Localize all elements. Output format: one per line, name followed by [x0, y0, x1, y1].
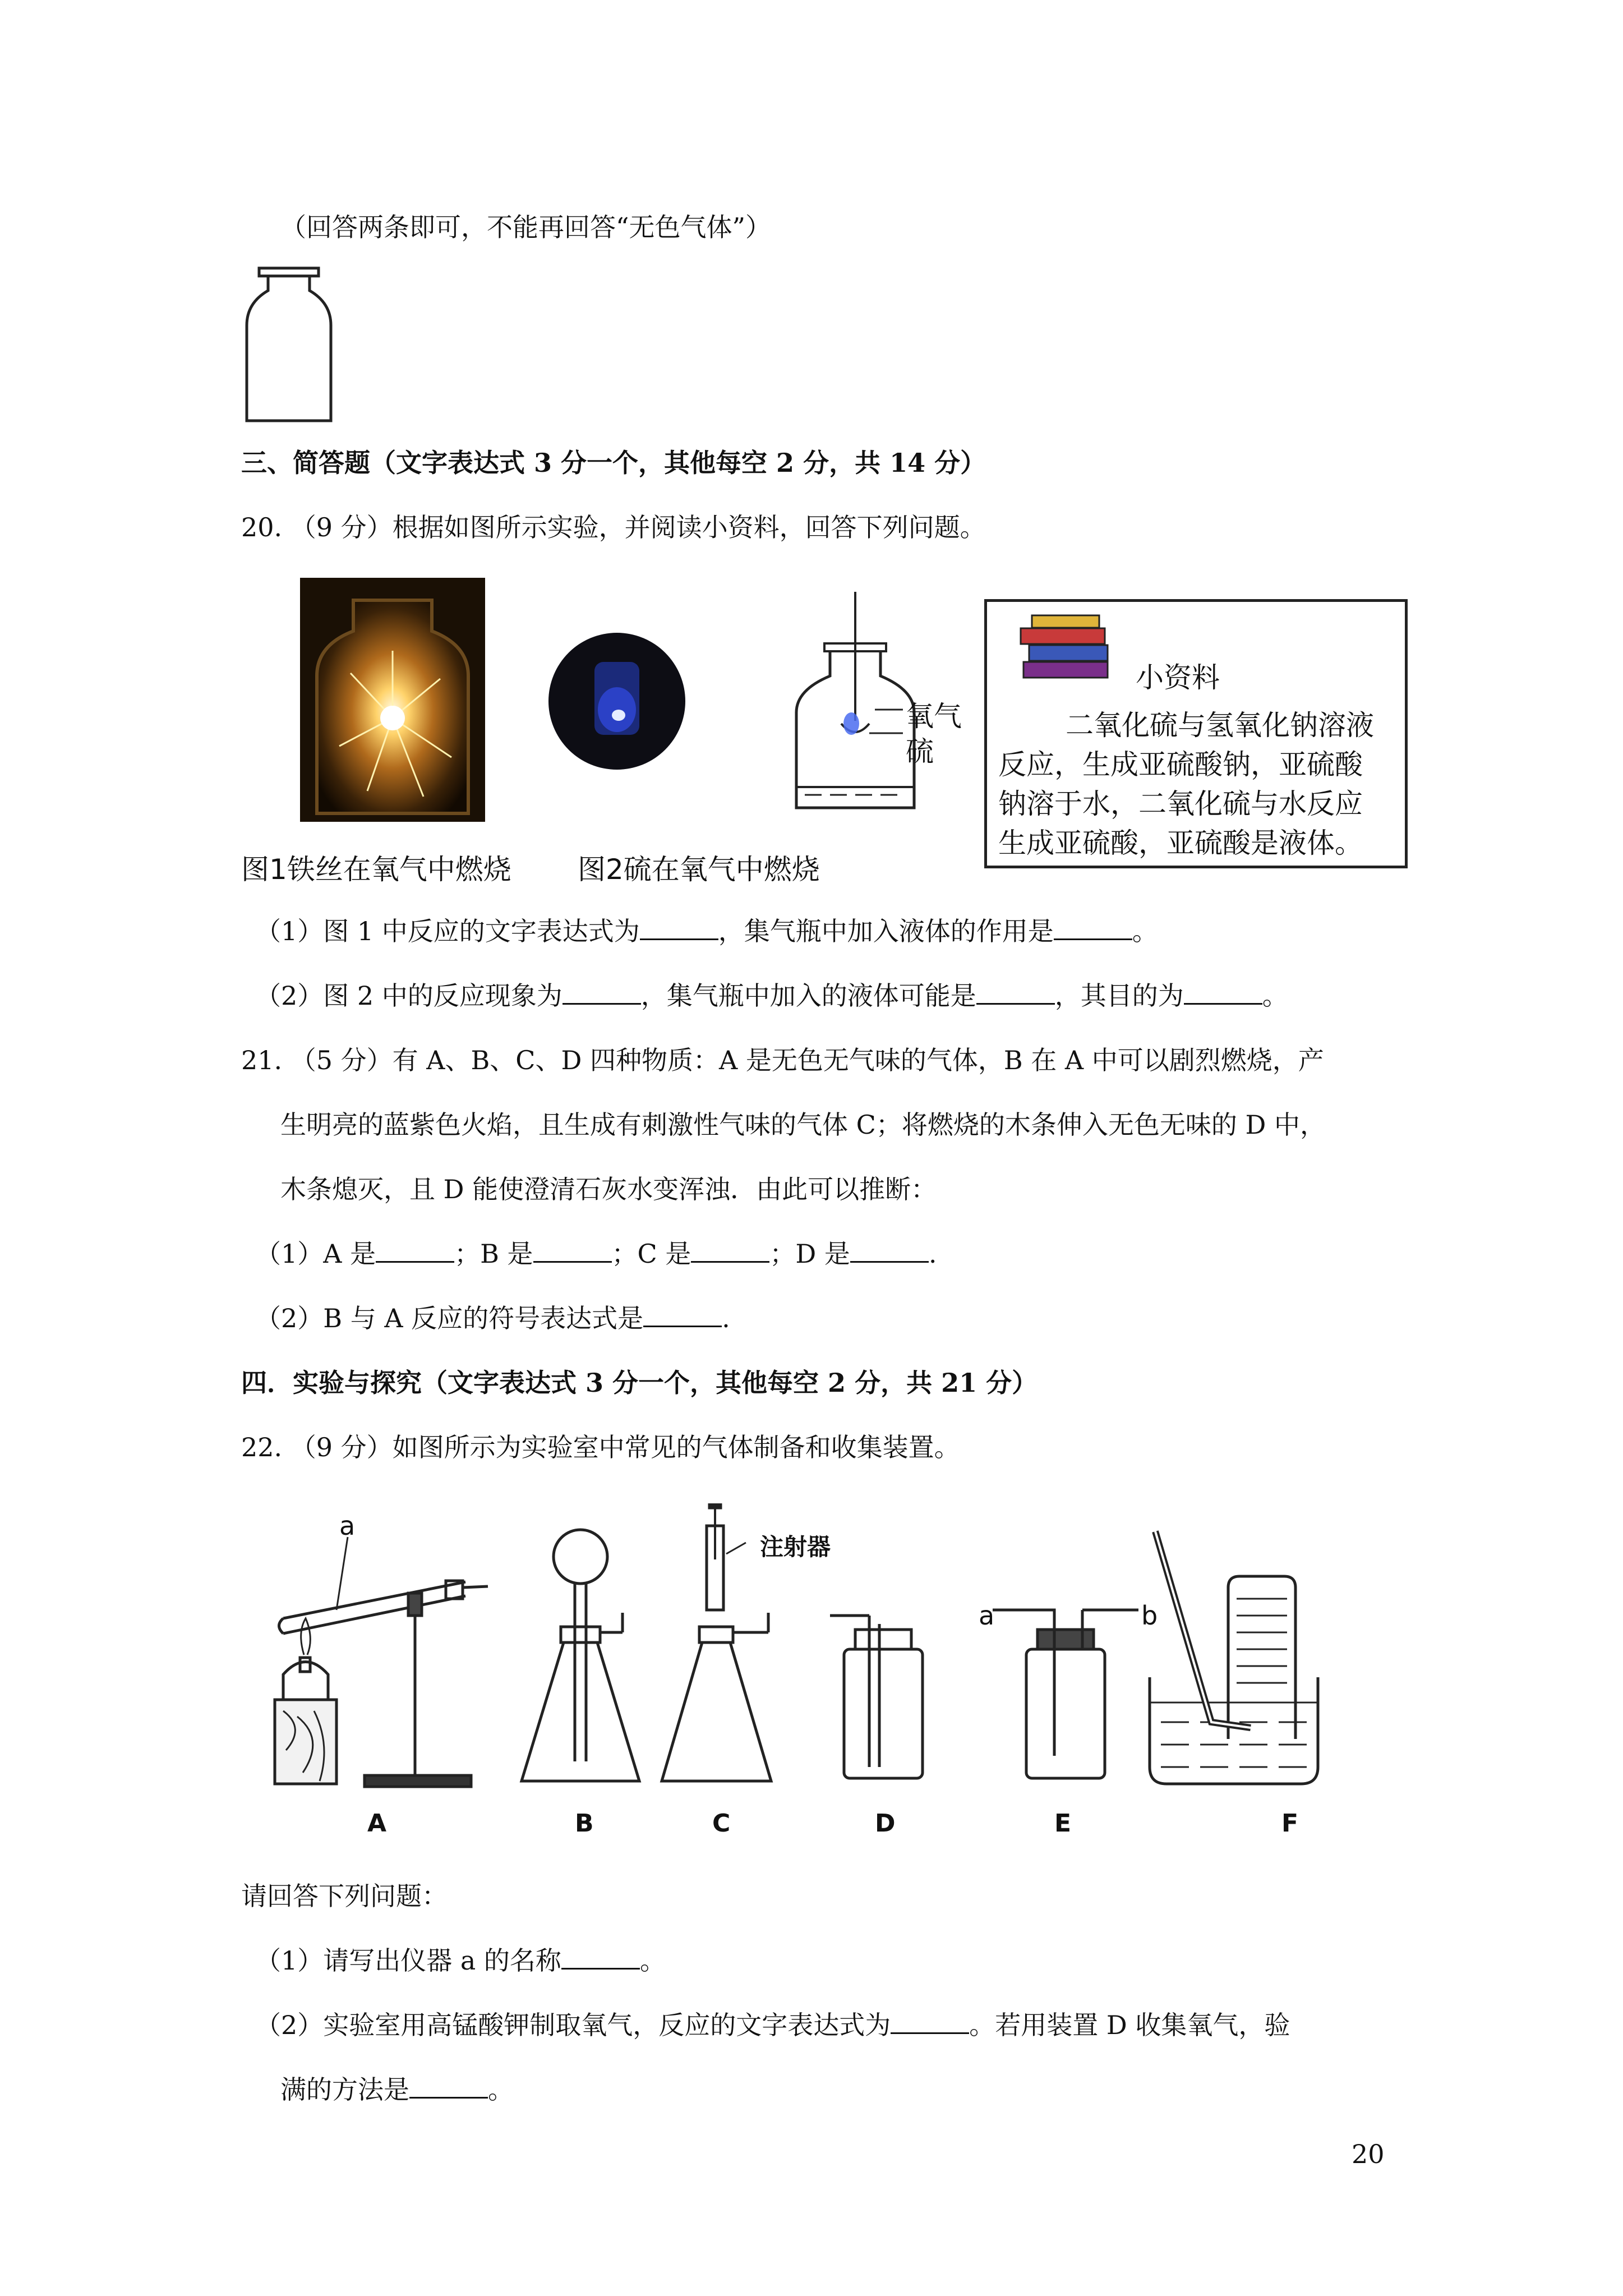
q21-sub1-text: ；B 是 [454, 1239, 533, 1269]
fig2-caption: 图2硫在氧气中燃烧 [578, 853, 820, 886]
label-oxygen: 氧气 [906, 700, 962, 733]
answer-blank[interactable] [376, 1239, 454, 1263]
info-line-3: 钠溶于水，二氧化硫与水反应 [998, 788, 1363, 820]
q22-sub2-text: 满的方法是 [280, 2074, 409, 2105]
q22-prompt: 请回答下列问题： [241, 1881, 448, 1911]
info-line-4: 生成亚硫酸，亚硫酸是液体。 [998, 827, 1363, 859]
answer-blank[interactable] [561, 1945, 640, 1970]
q22-sub1-text: 。 [639, 1945, 666, 1976]
info-line-2: 反应，生成亚硫酸钠，亚硫酸 [998, 748, 1363, 781]
q21-sub1-text: ；D 是 [769, 1239, 850, 1269]
note-line: （回答两条即可，不能再回答“无色气体”） [280, 212, 772, 242]
answer-blank[interactable] [1184, 981, 1262, 1005]
q22-sub1-text: （1）请写出仪器 a 的名称 [255, 1945, 561, 1976]
answer-blank[interactable] [643, 1303, 722, 1327]
apparatus-label-c: C [712, 1809, 731, 1838]
q21-sub2-text: . [722, 1303, 730, 1333]
section3-title: 三、简答题（文字表达式 3 分一个，其他每空 2 分，共 14 分） [241, 448, 986, 478]
books-icon [1018, 614, 1119, 684]
q22-sub2-text: 。 [488, 2074, 514, 2105]
info-line-1: 二氧化硫与氢氧化钠溶液 [1066, 709, 1374, 742]
sulfur-burning-photo [547, 631, 687, 771]
q22-sub2-line-1 [255, 2008, 1290, 2042]
q21-sub2-text: （2）B 与 A 反应的符号表达式是 [255, 1303, 644, 1333]
q20-sub2-text-d: 。 [1262, 981, 1288, 1011]
page-number: 20 [1352, 2139, 1385, 2169]
label-port-a: a [979, 1600, 995, 1631]
q20-sub1-text-a: （1）图 1 中反应的文字表达式为 [255, 916, 640, 946]
answer-blank[interactable] [850, 1239, 929, 1263]
label-sulfur: 硫 [906, 735, 934, 768]
label-instrument-a: a [339, 1511, 356, 1541]
info-box [984, 599, 1408, 868]
q21-line-3: 木条熄灭，且 D 能使澄清石灰水变浑浊．由此可以推断： [280, 1174, 937, 1204]
answer-blank[interactable] [691, 1239, 769, 1263]
info-title: 小资料 [1136, 661, 1220, 694]
q22-sub2-text: 。若用装置 D 收集氧气，验 [969, 2010, 1290, 2040]
apparatus-label-a: A [367, 1809, 387, 1838]
q20-sub1-text-c: 。 [1132, 916, 1158, 946]
q21-sub1-text: . [928, 1239, 937, 1269]
q22-sub2-line-2 [280, 2073, 514, 2106]
q20-sub2-text-c: ，其目的为 [1054, 981, 1184, 1011]
apparatus-label-d: D [875, 1809, 896, 1838]
q21-sub1-text: ；C 是 [611, 1239, 691, 1269]
q20-sub2-text-a: （2）图 2 中的反应现象为 [255, 981, 562, 1011]
q20-sub2-text-b: ，集气瓶中加入的液体可能是 [640, 981, 976, 1011]
label-syringe: 注射器 [760, 1533, 831, 1561]
q21-sub2 [255, 1301, 730, 1335]
answer-blank[interactable] [533, 1239, 612, 1263]
q21-line-2: 生明亮的蓝紫色火焰，且生成有刺激性气味的气体 C；将燃烧的木条伸入无色无味的 D 中， [280, 1110, 1326, 1140]
section4-title: 四．实验与探究（文字表达式 3 分一个，其他每空 2 分，共 21 分） [241, 1368, 1038, 1398]
q21-sub1-text: （1）A 是 [255, 1239, 376, 1269]
q22-stem: 22. （9 分）如图所示为实验室中常见的气体制备和收集装置。 [241, 1432, 960, 1462]
q22-sub2-text: （2）实验室用高锰酸钾制取氧气，反应的文字表达式为 [255, 2010, 891, 2040]
q20-sub1-text-b: ，集气瓶中加入液体的作用是 [718, 916, 1054, 946]
answer-blank[interactable] [891, 2010, 969, 2034]
answer-blank[interactable] [409, 2074, 488, 2099]
q20-sub1 [255, 914, 1158, 948]
apparatus-label-b: B [575, 1809, 594, 1838]
q21-line-1: 21. （5 分）有 A、B、C、D 四种物质：A 是无色无气味的气体，B 在 A 中可以剧烈燃烧，产 [241, 1045, 1324, 1075]
answer-blank[interactable] [1054, 916, 1132, 940]
answer-blank[interactable] [640, 916, 718, 940]
q20-stem: 20. （9 分）根据如图所示实验，并阅读小资料，回答下列问题。 [241, 512, 986, 542]
answer-blank[interactable] [562, 981, 641, 1005]
apparatus-label-e: E [1054, 1809, 1072, 1838]
q21-sub1 [255, 1237, 937, 1271]
gas-bottle-figure [241, 264, 336, 426]
label-port-b: b [1141, 1600, 1158, 1631]
apparatus-label-f: F [1281, 1809, 1299, 1838]
q20-sub2 [255, 979, 1288, 1013]
fig1-caption: 图1铁丝在氧气中燃烧 [241, 853, 511, 886]
iron-wire-burning-photo [300, 578, 485, 822]
answer-blank[interactable] [976, 981, 1055, 1005]
q22-sub1 [255, 1944, 666, 1977]
